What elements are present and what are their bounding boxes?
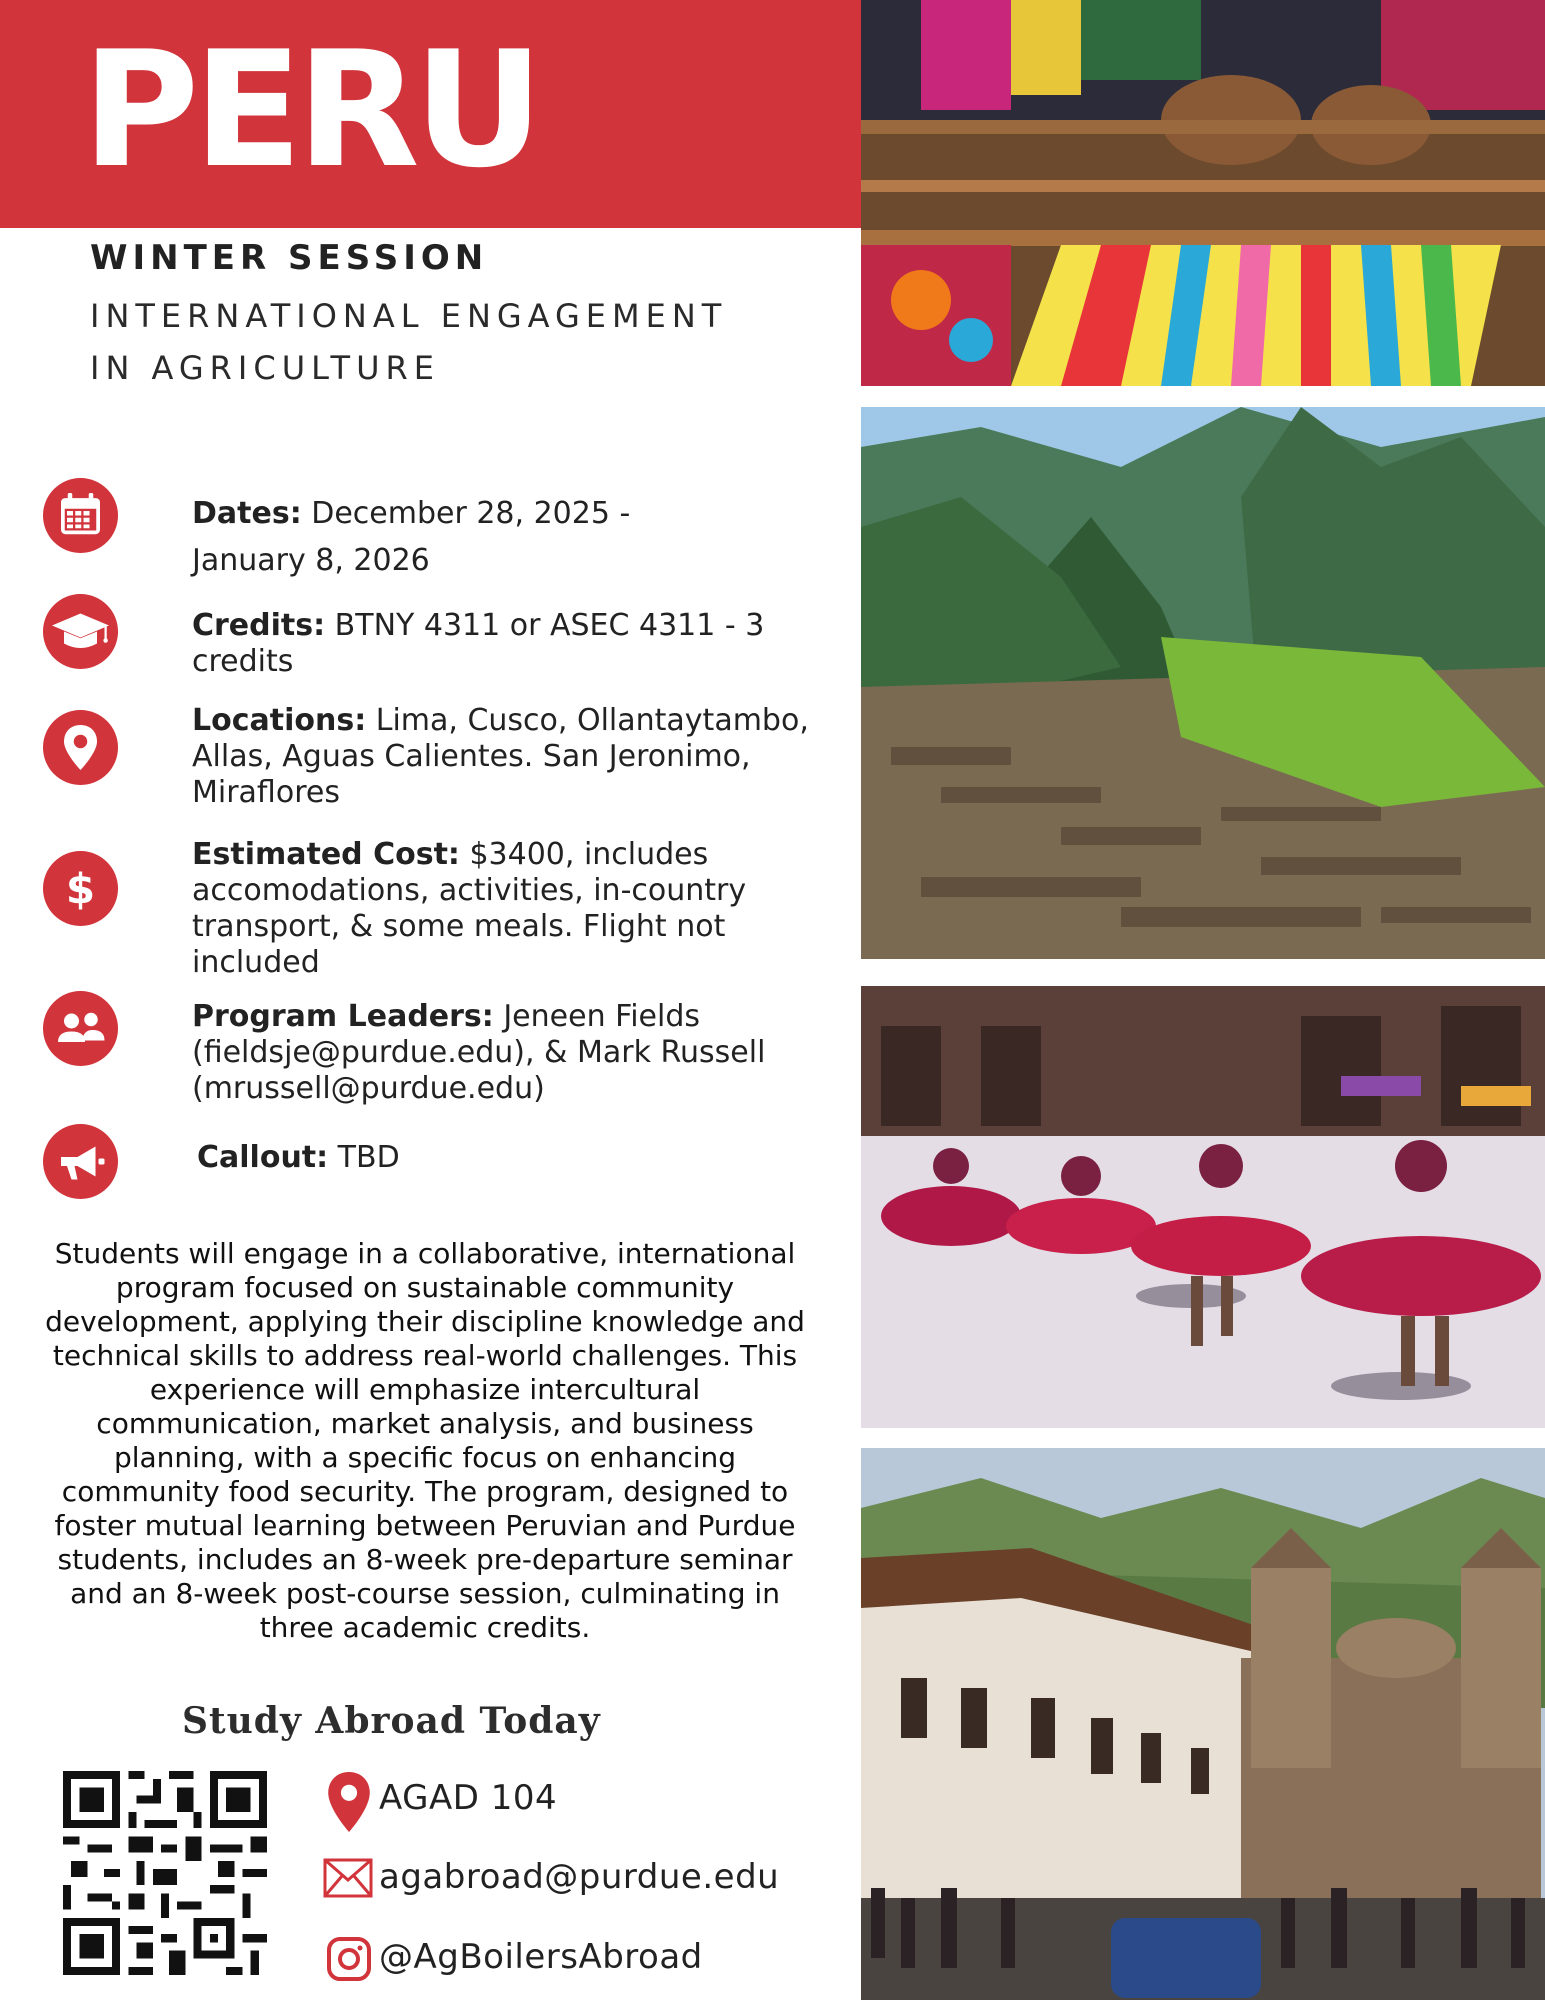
location-pin-icon (325, 1772, 373, 1832)
locations-detail (192, 703, 852, 811)
cost-label: Estimated Cost: (192, 837, 460, 872)
credits-detail (192, 608, 872, 680)
session-label: WINTER SESSION (90, 238, 489, 278)
office-location: AGAD 104 (379, 1778, 558, 1818)
page-title: PERU (82, 16, 538, 203)
instagram-handle[interactable]: @AgBoilersAbroad (379, 1937, 703, 1977)
machu-picchu-photo (861, 407, 1545, 959)
leaders-detail (192, 999, 852, 1107)
locations-label: Locations: (192, 703, 367, 738)
credits-value: BTNY 4311 or ASEC 4311 - 3 credits (192, 608, 765, 679)
program-description: Students will engage in a collaborative, international program focused on sustainable community development, applying their discipline knowledge and technical skills to address real-world challenges. This experience will emphasize intercultural communication, market analysis, and business planning, with a specific focus on enhancing community food security. The program, designed to foster mutual learning between Peruvian and Purdue students, includes an 8-week pre-departure seminar and an 8-week post-course session, culminating in three academic credits. (45, 1237, 805, 1644)
people-icon (43, 991, 118, 1066)
cost-value: $3400, includes accomodations, activities, in-country transport, & some meals. Flight not included (192, 837, 747, 980)
subtitle-line-1: INTERNATIONAL ENGAGEMENT (90, 297, 728, 335)
dates-detail (192, 490, 852, 584)
svg-text:$: $ (65, 864, 96, 914)
dates-label: Dates: (192, 496, 302, 531)
credits-label: Credits: (192, 608, 326, 643)
cta-title: Study Abroad Today (182, 1700, 601, 1742)
cusco-street-photo (861, 1448, 1545, 2000)
program-subtitle (90, 290, 850, 394)
locations-value: Lima, Cusco, Ollantaytambo, Allas, Aguas Calientes. San Jeronimo, Miraflores (192, 703, 809, 810)
subtitle-line-2: IN AGRICULTURE (90, 349, 440, 387)
email-icon (323, 1858, 373, 1898)
title-banner (0, 0, 861, 228)
callout-value: TBD (328, 1140, 400, 1175)
graduation-cap-icon (43, 594, 118, 669)
megaphone-icon (43, 1124, 118, 1199)
dates-value-line2: January 8, 2026 (192, 543, 430, 578)
leaders-label: Program Leaders: (192, 999, 494, 1034)
dancers-photo (861, 986, 1545, 1428)
instagram-icon (327, 1936, 371, 1982)
contact-email[interactable]: agabroad@purdue.edu (379, 1857, 780, 1897)
calendar-icon (43, 478, 118, 553)
qr-code[interactable] (63, 1771, 267, 1975)
cost-detail (192, 837, 852, 981)
callout-label: Callout: (197, 1140, 329, 1175)
map-pin-icon (43, 710, 118, 785)
dollar-icon (43, 851, 118, 926)
callout-detail (197, 1140, 857, 1176)
weaving-photo (861, 0, 1545, 386)
leaders-value: Jeneen Fields (fieldsje@purdue.edu), & Mark Russell (mrussell@purdue.edu) (192, 999, 766, 1106)
dates-value-line1: December 28, 2025 - (301, 496, 631, 531)
